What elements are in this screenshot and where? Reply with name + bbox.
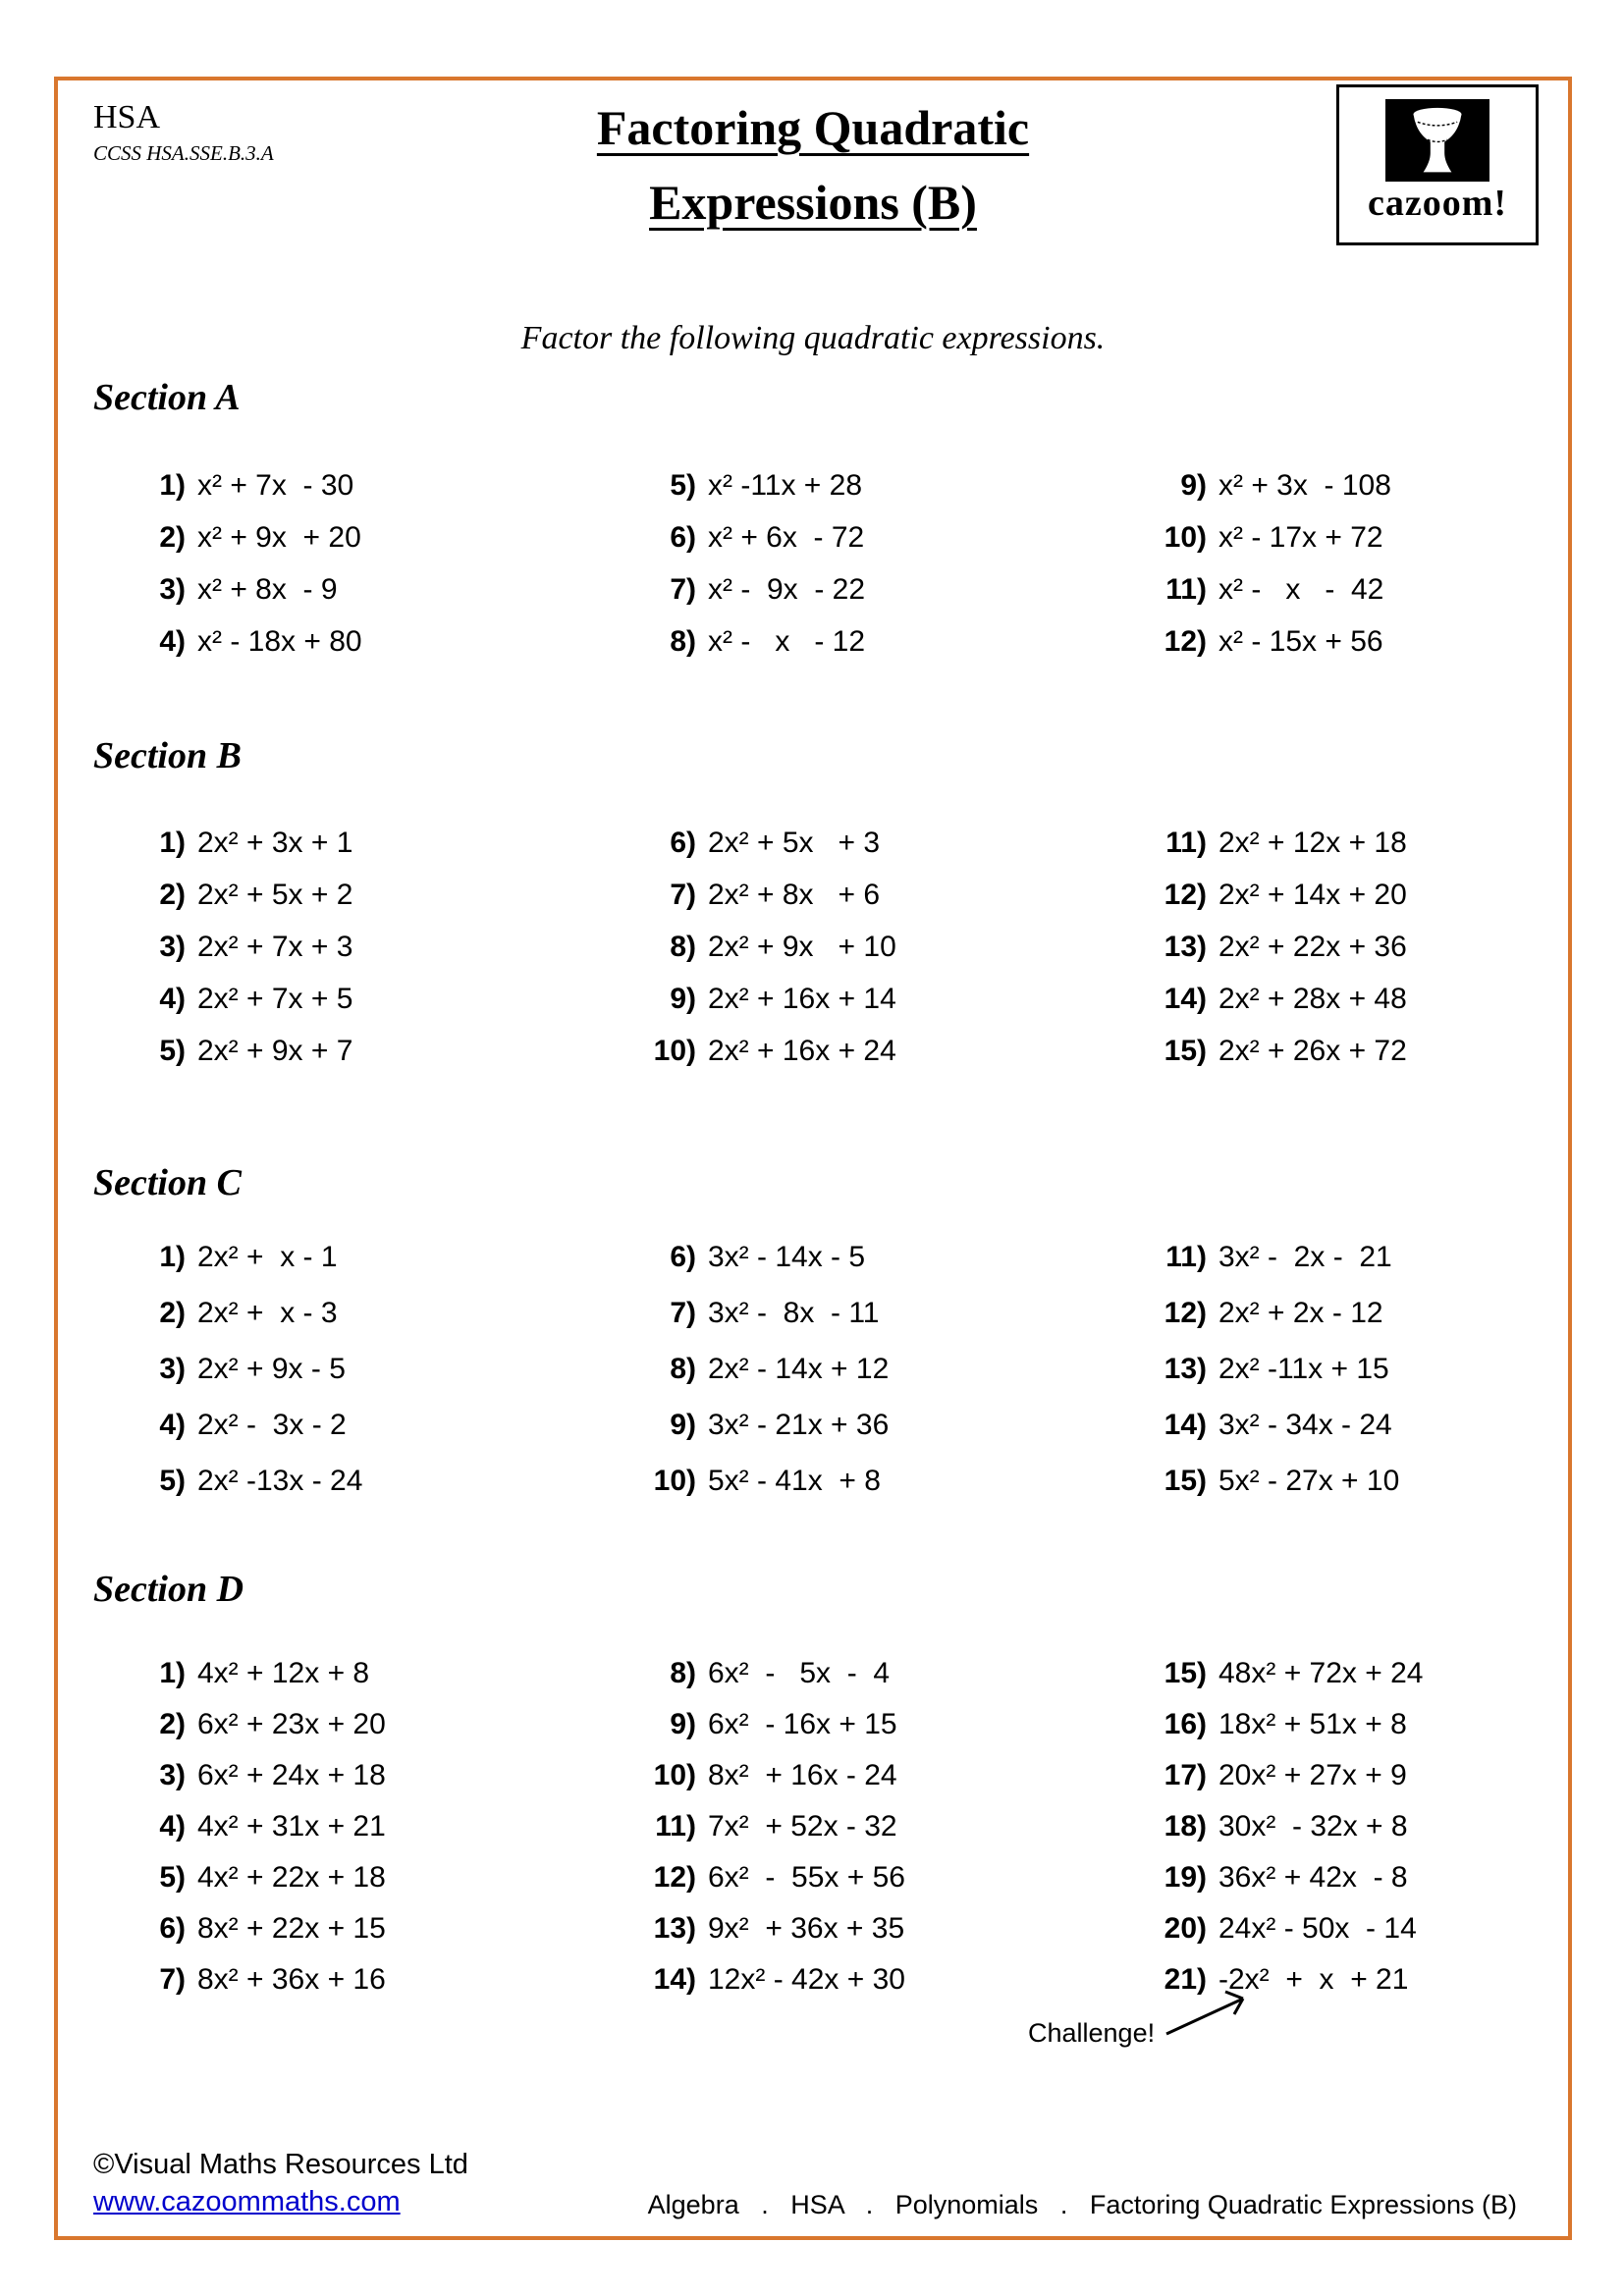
problem-number: 5) xyxy=(159,1465,186,1497)
problem-columns xyxy=(117,827,1548,1087)
problem-expression: 2x² + 2x - 12 xyxy=(1218,1297,1383,1329)
problem-item xyxy=(117,827,627,879)
problem-number: 1) xyxy=(159,469,186,502)
problem-number: 10) xyxy=(653,1035,696,1067)
problem-expression: 6x² - 55x + 56 xyxy=(708,1861,905,1894)
problem-item xyxy=(1138,1759,1548,1810)
problem-columns xyxy=(117,469,1548,677)
logo-wordmark: cazoom! xyxy=(1367,183,1508,224)
problem-expression: 12x² - 42x + 30 xyxy=(708,1963,905,1996)
problem-number: 3) xyxy=(159,1353,186,1385)
problem-number: 2) xyxy=(159,879,186,911)
problem-expression: x² -11x + 28 xyxy=(708,469,863,502)
section-heading: Section A xyxy=(93,377,241,418)
problem-item xyxy=(627,1861,1138,1912)
problem-number: 5) xyxy=(159,1861,186,1894)
problem-number: 9) xyxy=(1180,469,1207,502)
problem-column xyxy=(117,827,627,1087)
problem-expression: 2x² + 22x + 36 xyxy=(1218,931,1407,963)
problem-number: 12) xyxy=(1164,625,1207,658)
problem-number: 9) xyxy=(670,1708,696,1740)
problem-item xyxy=(1138,1657,1548,1708)
problem-columns xyxy=(117,1657,1548,2014)
problem-number: 4) xyxy=(159,1409,186,1441)
problem-item xyxy=(117,931,627,983)
problem-item xyxy=(1138,827,1548,879)
section-heading: Section B xyxy=(93,735,242,776)
problem-item xyxy=(1138,879,1548,931)
problem-item xyxy=(1138,1353,1548,1409)
problem-expression: 30x² - 32x + 8 xyxy=(1218,1810,1408,1842)
section-a xyxy=(93,375,1548,677)
problem-expression: 4x² + 12x + 8 xyxy=(197,1657,370,1689)
problem-expression: x² - 9x - 22 xyxy=(708,573,866,606)
problem-column xyxy=(117,469,627,677)
problem-expression: 3x² - 21x + 36 xyxy=(708,1409,890,1441)
problem-item xyxy=(117,1708,627,1759)
problem-expression: 2x² + 12x + 18 xyxy=(1218,827,1407,859)
problem-item xyxy=(1138,1912,1548,1963)
problem-expression: 5x² - 27x + 10 xyxy=(1218,1465,1400,1497)
problem-column xyxy=(117,1657,627,2014)
problem-item xyxy=(117,573,627,625)
problem-number: 21) xyxy=(1164,1963,1207,1996)
problem-item xyxy=(1138,521,1548,573)
problem-number: 7) xyxy=(670,573,696,606)
problem-expression: 24x² - 50x - 14 xyxy=(1218,1912,1417,1945)
problem-expression: -2x² + x + 21 xyxy=(1218,1963,1409,1996)
problem-item xyxy=(117,521,627,573)
problem-expression: 2x² + 28x + 48 xyxy=(1218,983,1407,1015)
problem-item xyxy=(117,1861,627,1912)
problem-column xyxy=(627,1657,1138,2014)
problem-number: 5) xyxy=(159,1035,186,1067)
problem-number: 3) xyxy=(159,1759,186,1791)
problem-item xyxy=(627,1759,1138,1810)
problem-item xyxy=(117,1759,627,1810)
problem-expression: 2x² -13x - 24 xyxy=(197,1465,363,1497)
problem-number: 13) xyxy=(1164,1353,1207,1385)
problem-expression: 3x² - 14x - 5 xyxy=(708,1241,866,1273)
problem-expression: 2x² + 5x + 3 xyxy=(708,827,881,859)
problem-expression: 20x² + 27x + 9 xyxy=(1218,1759,1407,1791)
djembe-drum-icon xyxy=(1385,99,1489,182)
problem-number: 12) xyxy=(1164,879,1207,911)
problem-column xyxy=(117,1241,627,1521)
problem-number: 2) xyxy=(159,1297,186,1329)
problem-number: 7) xyxy=(670,879,696,911)
problem-number: 11) xyxy=(655,1810,696,1842)
problem-number: 15) xyxy=(1164,1035,1207,1067)
problem-item xyxy=(627,1810,1138,1861)
problem-expression: 48x² + 72x + 24 xyxy=(1218,1657,1424,1689)
problem-number: 8) xyxy=(670,625,696,658)
problem-expression: 2x² + 26x + 72 xyxy=(1218,1035,1407,1067)
problem-item xyxy=(1138,931,1548,983)
problem-expression: 18x² + 51x + 8 xyxy=(1218,1708,1407,1740)
problem-item xyxy=(627,521,1138,573)
problem-item xyxy=(1138,983,1548,1035)
problem-column xyxy=(1138,1241,1548,1521)
problem-expression: 8x² + 22x + 15 xyxy=(197,1912,386,1945)
problem-expression: 8x² + 16x - 24 xyxy=(708,1759,897,1791)
problem-item xyxy=(1138,1810,1548,1861)
problem-item xyxy=(117,983,627,1035)
problem-item xyxy=(117,1810,627,1861)
problem-number: 8) xyxy=(670,1657,696,1689)
problem-number: 2) xyxy=(159,521,186,554)
problem-expression: 6x² + 23x + 20 xyxy=(197,1708,386,1740)
problem-column xyxy=(1138,1657,1548,2014)
cazoom-logo xyxy=(1336,84,1539,245)
title-line-2: Expressions (B) xyxy=(649,175,977,230)
problem-number: 17) xyxy=(1164,1759,1207,1791)
problem-expression: x² + 8x - 9 xyxy=(197,573,338,606)
problem-item xyxy=(117,1912,627,1963)
problem-number: 7) xyxy=(670,1297,696,1329)
problem-expression: 6x² - 16x + 15 xyxy=(708,1708,897,1740)
problem-item xyxy=(627,1035,1138,1087)
problem-expression: 2x² + 16x + 24 xyxy=(708,1035,896,1067)
problem-number: 15) xyxy=(1164,1657,1207,1689)
problem-item xyxy=(627,625,1138,677)
problem-number: 11) xyxy=(1165,573,1207,606)
problem-column xyxy=(627,1241,1138,1521)
problem-expression: x² - 18x + 80 xyxy=(197,625,362,658)
problem-expression: 2x² + x - 3 xyxy=(197,1297,338,1329)
section-d xyxy=(93,1567,1548,2014)
problem-expression: 2x² - 14x + 12 xyxy=(708,1353,890,1385)
problem-item xyxy=(627,1409,1138,1465)
problem-expression: 2x² -11x + 15 xyxy=(1218,1353,1389,1385)
problem-expression: 2x² + 8x + 6 xyxy=(708,879,881,911)
problem-number: 4) xyxy=(159,625,186,658)
problem-number: 14) xyxy=(1164,1409,1207,1441)
problem-number: 11) xyxy=(1165,1241,1207,1273)
problem-number: 5) xyxy=(670,469,696,502)
problem-number: 15) xyxy=(1164,1465,1207,1497)
problem-item xyxy=(117,1657,627,1708)
problem-item xyxy=(1138,469,1548,521)
problem-expression: x² - x - 42 xyxy=(1218,573,1384,606)
problem-expression: x² + 6x - 72 xyxy=(708,521,865,554)
problem-item xyxy=(1138,573,1548,625)
problem-expression: 6x² + 24x + 18 xyxy=(197,1759,386,1791)
problem-item xyxy=(627,1963,1138,2014)
problem-expression: 2x² + x - 1 xyxy=(197,1241,338,1273)
problem-expression: x² - 15x + 56 xyxy=(1218,625,1383,658)
problem-item xyxy=(627,827,1138,879)
problem-item xyxy=(627,983,1138,1035)
instruction-text: Factor the following quadratic expressions. xyxy=(520,320,1106,356)
problem-item xyxy=(627,1657,1138,1708)
problem-item xyxy=(117,1409,627,1465)
problem-number: 7) xyxy=(159,1963,186,1996)
problem-number: 16) xyxy=(1164,1708,1207,1740)
problem-expression: 2x² + 16x + 14 xyxy=(708,983,896,1015)
problem-number: 12) xyxy=(1164,1297,1207,1329)
problem-expression: 2x² + 3x + 1 xyxy=(197,827,353,859)
problem-number: 1) xyxy=(159,827,186,859)
problem-item xyxy=(627,469,1138,521)
problem-item xyxy=(627,931,1138,983)
problem-number: 10) xyxy=(653,1759,696,1791)
problem-number: 20) xyxy=(1164,1912,1207,1945)
worksheet-page xyxy=(54,77,1572,2240)
problem-number: 1) xyxy=(159,1241,186,1273)
problem-item xyxy=(117,1297,627,1353)
problem-number: 14) xyxy=(1164,983,1207,1015)
section-c xyxy=(93,1160,1548,1521)
problem-expression: 5x² - 41x + 8 xyxy=(708,1465,881,1497)
ccss-standard-label: CCSS HSA.SSE.B.3.A xyxy=(93,141,274,165)
problem-item xyxy=(117,625,627,677)
problem-number: 6) xyxy=(670,1241,696,1273)
problem-expression: 2x² + 9x - 5 xyxy=(197,1353,346,1385)
problem-expression: 2x² + 14x + 20 xyxy=(1218,879,1407,911)
problem-column xyxy=(627,827,1138,1087)
problem-column xyxy=(1138,469,1548,677)
problem-column xyxy=(1138,827,1548,1087)
problem-number: 1) xyxy=(159,1657,186,1689)
problem-expression: 4x² + 31x + 21 xyxy=(197,1810,386,1842)
challenge-arrow-icon xyxy=(1163,1987,1256,2041)
problem-item xyxy=(117,1241,627,1297)
problem-expression: 2x² + 9x + 10 xyxy=(708,931,896,963)
problem-number: 8) xyxy=(670,1353,696,1385)
copyright-text: ©Visual Maths Resources Ltd xyxy=(93,2149,468,2180)
problem-item xyxy=(627,1353,1138,1409)
problem-expression: 2x² + 7x + 3 xyxy=(197,931,353,963)
course-label: HSA xyxy=(93,99,161,135)
problem-item xyxy=(117,879,627,931)
problem-number: 6) xyxy=(670,521,696,554)
title-line-1: Factoring Quadratic xyxy=(596,100,1030,155)
problem-item xyxy=(1138,1035,1548,1087)
problem-expression: 8x² + 36x + 16 xyxy=(197,1963,386,1996)
problem-item xyxy=(627,1241,1138,1297)
problem-item xyxy=(1138,1861,1548,1912)
breadcrumb: Algebra . HSA . Polynomials . Factoring Quadratic Expressions (B) xyxy=(647,2190,1517,2219)
problem-item xyxy=(627,1297,1138,1353)
problem-item xyxy=(117,1353,627,1409)
problem-item xyxy=(627,1465,1138,1521)
problem-expression: 2x² - 3x - 2 xyxy=(197,1409,347,1441)
problem-number: 3) xyxy=(159,931,186,963)
problem-expression: 2x² + 9x + 7 xyxy=(197,1035,353,1067)
problem-number: 10) xyxy=(1164,521,1207,554)
problem-item xyxy=(1138,1297,1548,1353)
problem-expression: 4x² + 22x + 18 xyxy=(197,1861,386,1894)
problem-column xyxy=(627,469,1138,677)
problem-number: 4) xyxy=(159,983,186,1015)
problem-number: 6) xyxy=(670,827,696,859)
problem-expression: 3x² - 8x - 11 xyxy=(708,1297,880,1329)
problem-item xyxy=(627,879,1138,931)
problem-number: 4) xyxy=(159,1810,186,1842)
problem-item xyxy=(117,1465,627,1521)
problem-expression: x² + 7x - 30 xyxy=(197,469,354,502)
problem-number: 3) xyxy=(159,573,186,606)
problem-number: 11) xyxy=(1165,827,1207,859)
problem-expression: 36x² + 42x - 8 xyxy=(1218,1861,1408,1894)
problem-expression: x² - x - 12 xyxy=(708,625,866,658)
problem-item xyxy=(627,1708,1138,1759)
problem-expression: 3x² - 34x - 24 xyxy=(1218,1409,1392,1441)
problem-item xyxy=(627,1912,1138,1963)
problem-expression: 3x² - 2x - 21 xyxy=(1218,1241,1392,1273)
problem-number: 10) xyxy=(653,1465,696,1497)
problem-number: 13) xyxy=(1164,931,1207,963)
problem-number: 12) xyxy=(653,1861,696,1894)
challenge-label: Challenge! xyxy=(1028,2018,1156,2048)
problem-item xyxy=(1138,1241,1548,1297)
problem-item xyxy=(117,1963,627,2014)
problem-item xyxy=(1138,625,1548,677)
problem-columns xyxy=(117,1241,1548,1521)
problem-number: 19) xyxy=(1164,1861,1207,1894)
problem-expression: 7x² + 52x - 32 xyxy=(708,1810,897,1842)
problem-expression: x² - 17x + 72 xyxy=(1218,521,1383,554)
problem-expression: x² + 9x + 20 xyxy=(197,521,361,554)
problem-item xyxy=(1138,1409,1548,1465)
website-link[interactable]: www.cazoommaths.com xyxy=(93,2186,401,2217)
problem-expression: 9x² + 36x + 35 xyxy=(708,1912,905,1945)
problem-item xyxy=(117,1035,627,1087)
problem-expression: 2x² + 5x + 2 xyxy=(197,879,353,911)
problem-number: 13) xyxy=(653,1912,696,1945)
problem-number: 14) xyxy=(653,1963,696,1996)
problem-number: 6) xyxy=(159,1912,186,1945)
problem-expression: 2x² + 7x + 5 xyxy=(197,983,353,1015)
problem-item xyxy=(1138,1465,1548,1521)
problem-item xyxy=(117,469,627,521)
problem-number: 9) xyxy=(670,983,696,1015)
problem-number: 2) xyxy=(159,1708,186,1740)
problem-expression: x² + 3x - 108 xyxy=(1218,469,1391,502)
section-b xyxy=(93,733,1548,1087)
section-heading: Section D xyxy=(93,1569,244,1610)
problem-number: 8) xyxy=(670,931,696,963)
problem-item xyxy=(627,573,1138,625)
section-heading: Section C xyxy=(93,1162,242,1203)
problem-expression: 6x² - 5x - 4 xyxy=(708,1657,891,1689)
problem-item xyxy=(1138,1708,1548,1759)
problem-number: 9) xyxy=(670,1409,696,1441)
problem-number: 18) xyxy=(1164,1810,1207,1842)
